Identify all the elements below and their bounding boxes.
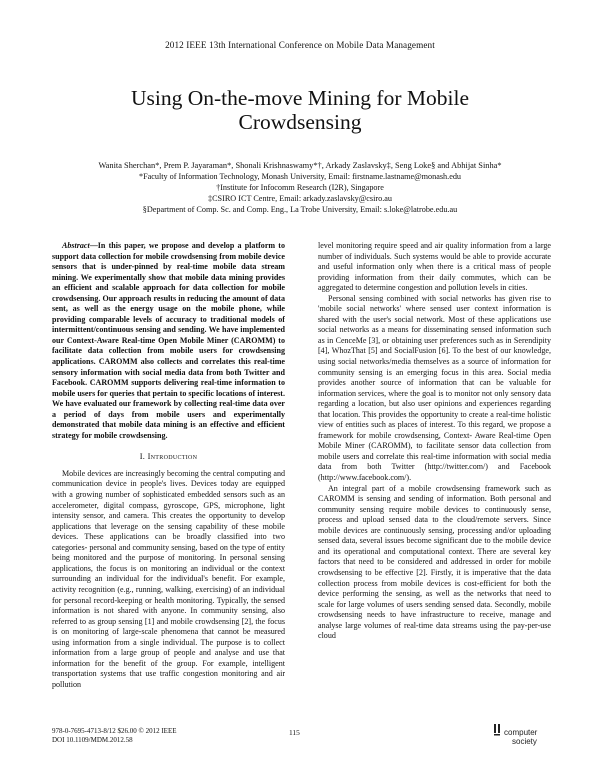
abstract — [52, 241, 285, 441]
computer-society-logo — [493, 721, 563, 747]
affiliation-latrobe: §Department of Comp. Sc. and Comp. Eng., La Trobe University, Email: s.loke@latrobe.edu.au — [142, 205, 458, 214]
abstract-text: —In this paper, we propose and develop a platform to support data collection for mobile crowdsensing from mobile device sensors that is under-pinned by real-time mobile data stream mining. We experimentally show that mobile data mining provides an efficient and scalable approach for data collection for mobile crowdsensing. Our approach results in reducing the amount of data sent, as well as the energy usage on the mobile phone, while providing comparable levels of accuracy to traditional models of intermittent/continuous sensing and sending. We have implemented our Context-Aware Real-time Open Mobile Miner (CAROMM) to facilitate data collection from mobile users for crowdsensing applications. CAROMM also collects and correlates this real-time sensory information with social media data from both Twitter and Facebook. CAROMM supports delivering real-time information to mobile users for queries that pertain to specific locations of interest. We have evaluated our framework by collecting real-time data over a period of days from mobile users and experimentally demonstrated that mobile data mining is an effective and efficient strategy for mobile crowdsensing. — [52, 241, 285, 440]
footer-copyright — [52, 727, 177, 745]
section-heading-introduction — [52, 452, 285, 463]
body-paragraph: An integral part of a mobile crowdsensing framework such as CAROMM is sensing and sending of information. Both personal and community sensing require mobile devices to continuously sense, process and upload sensed data to the cloud/remote servers. Since mobile devices are continuously sensing, processing and/or uploading sensed data, several issues become significant due to the mobile device and its operational and computational context. There are several key factors that need to be considered and addressed in order for mobile crowdsensing to be effective [2]. Firstly, it is imperative that the data collection process from mobile devices is cost-efficient for both the device performing the sensing, as well as the networks that need to scale for large volumes of users sending sensed data. Secondly, mobile crowdsensing needs to have infrastructure to receive, manage and analyse large volumes of real-time data streams using the pay-per-use cloud — [318, 483, 551, 641]
paper-title — [60, 86, 540, 134]
body-paragraph: level monitoring require speed and air quality information from a large number of individuals. Such systems would be able to provide accurate and useful information only when there is a critical mass of people providing information from their daily commutes, which can be aggregated to determine congestion and pollution levels in cities. — [318, 241, 551, 293]
section-title: Introduction — [147, 452, 198, 462]
affiliations — [40, 171, 560, 215]
page-number: 115 — [289, 728, 300, 737]
affiliation-monash: *Faculty of Information Technology, Monash University, Email: firstname.lastname@monash.edu — [138, 172, 462, 181]
affiliation-csiro: ‡CSIRO ICT Centre, Email: arkady.zaslavsky@csiro.au — [208, 194, 392, 203]
section-number: I. — [139, 452, 146, 462]
right-column — [318, 241, 551, 642]
footer-isbn: 978-0-7695-4713-8/12 $26.00 © 2012 IEEE — [52, 727, 177, 735]
body-paragraph: Personal sensing combined with social networks has given rise to 'mobile social networks' where sensed user context information is shared with the user's social network. Most of these applications use social networks as a means for disseminating sensed information such as in CenceMe [3], or obtaining user preferences such as in Serendipity [4], WhozThat [5] and SocialFusion [6]. To the best of our knowledge, using social networks/media themselves as a source of information for community sensing is an emerging focus in this area. Social media provides another source of information that can be valuable for information services, where the goal is to monitor not only sensory data regarding a location, but also user opinions and experiences regarding that location. This provides the opportunity to create a real-time holistic view of entities such as places of interest. To this regard, we propose a framework for mobile crowdsensing, Context- Aware Real-time Open Mobile Miner (CAROMM), to facilitate sensor data collection from mobile users and correlate this real-time information with social media data from both Twitter (http://twitter.com/) and Facebook (http://www.facebook.com/). — [318, 293, 551, 483]
footer-doi: DOI 10.1109/MDM.2012.58 — [52, 736, 133, 744]
title-line-2: Crowdsensing — [238, 110, 362, 134]
left-column — [52, 241, 285, 690]
abstract-label: Abstract — [62, 241, 90, 250]
body-paragraph: Mobile devices are increasingly becoming the central computing and communication device in people's lives. Devices today are equipped with a growing number of sophisticated embedded sensors such as an accelerometer, digital compass, gyroscope, GPS, microphone, light intensity sensor, and camera. This creates the opportunity to develop applications that leverage on the sensing capability of these mobile devices. These applications can be broadly classified into two categories- personal and community sensing, based on the type of entity being monitored and the purpose of monitoring. In personal sensing applications, the focus is on monitoring an individual or the context surrounding an individual for the individual's benefit. For example, activity recognition (e.g., running, walking, exercising) of an individual for personal record-keeping or health monitoring. Typically, the sensed information is not shared with anyone. In community sensing, also referred to as group sensing [1] and mobile crowdsensing [2], the focus is on monitoring of large-scale phenomena that cannot be measured using information from a single individual. The purpose is to collect information from a large group of people and analyse and use that information for the benefit of the group. For example, intelligent transportation systems that use traffic congestion monitoring and air pollution — [52, 468, 285, 689]
title-line-1: Using On-the-move Mining for Mobile — [131, 86, 469, 110]
svg-text:society: society — [512, 737, 537, 746]
conference-header: 2012 IEEE 13th International Conference on Mobile Data Management — [165, 40, 435, 50]
svg-text:computer: computer — [504, 728, 538, 737]
author-list: Wanita Sherchan*, Prem P. Jayaraman*, Shonali Krishnaswamy*†, Arkady Zaslavsky‡, Seng Loke§ and Abhijat Sinha* — [98, 161, 502, 170]
affiliation-i2r: †Institute for Infocomm Research (I2R), Singapore — [216, 183, 384, 192]
